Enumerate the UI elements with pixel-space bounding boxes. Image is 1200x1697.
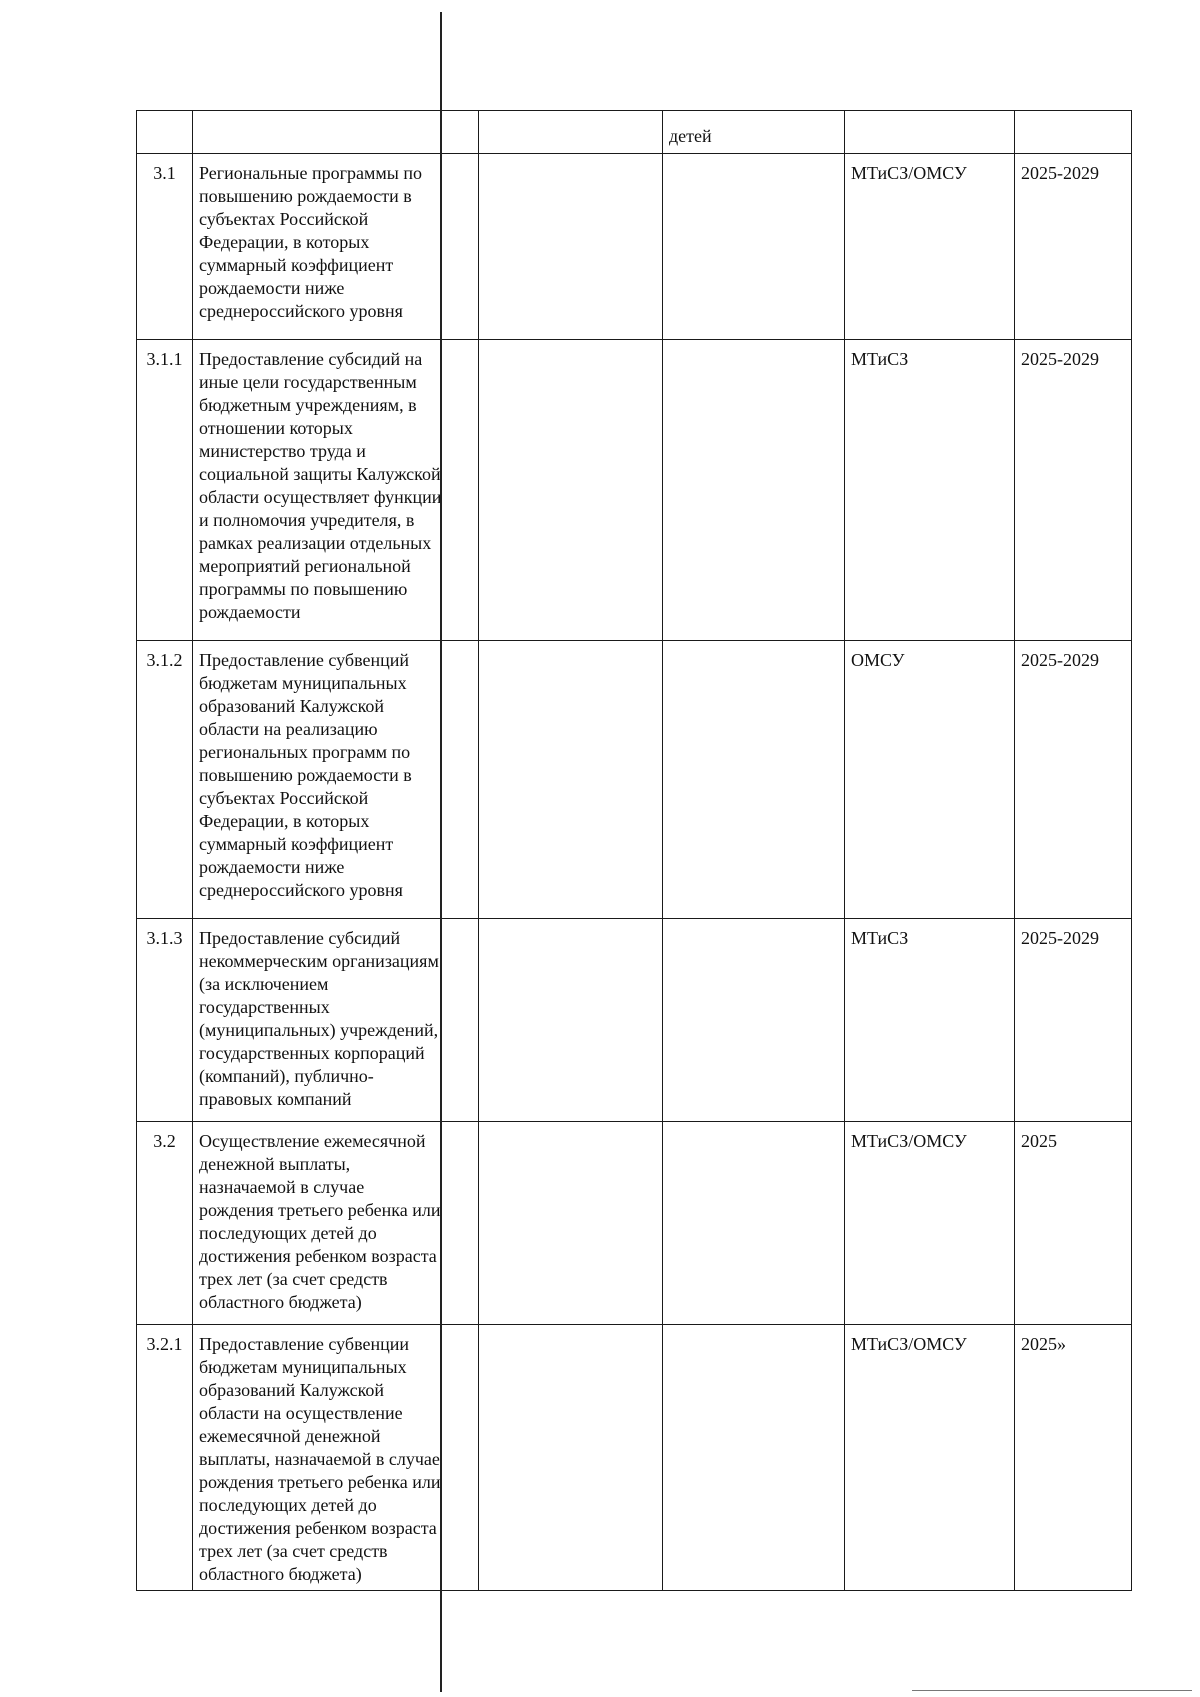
period: 2025-2029 <box>1015 919 1132 1122</box>
measure-name: Предоставление субвенции бюджетам муниципальных образований Калужской области на осуществление ежемесячной денежной выплаты, назначаемой в случае рождения третьего ребенка или последующих детей до достижения ребенком возраста трех лет (за счет средств областного бюджета) <box>193 1325 479 1591</box>
executor: МТиСЗ/ОМСУ <box>845 154 1015 340</box>
period: 2025-2029 <box>1015 641 1132 919</box>
cell-empty <box>479 154 663 340</box>
scan-fold-line <box>440 12 442 1692</box>
cell-empty <box>663 641 845 919</box>
cell-executor <box>845 111 1015 154</box>
cell-empty <box>663 1122 845 1325</box>
table-row <box>137 154 1132 340</box>
measure-name: Региональные программы по повышению рождаемости в субъектах Российской Федерации, в которых суммарный коэффициент рождаемости ниже среднероссийского уровня <box>193 154 479 340</box>
row-number: 3.1.1 <box>137 340 193 641</box>
table-row <box>137 641 1132 919</box>
measures-table <box>136 110 1132 1591</box>
measure-name: Предоставление субсидий некоммерческим организациям (за исключением государственных (муниципальных) учреждений, государственных корпораций (компаний), публично- правовых компаний <box>193 919 479 1122</box>
measure-name: Предоставление субсидий на иные цели государственным бюджетным учреждениям, в отношении которых министерство труда и социальной защиты Калужской области осуществляет функции и полномочия учредителя, в рамках реализации отдельных мероприятий региональной программы по повышению рождаемости <box>193 340 479 641</box>
cell-empty <box>663 154 845 340</box>
measure-name: Предоставление субвенций бюджетам муниципальных образований Калужской области на реализацию региональных программ по повышению рождаемости в субъектах Российской Федерации, в которых суммарный коэффициент рождаемости ниже среднероссийского уровня <box>193 641 479 919</box>
row-number: 3.2 <box>137 1122 193 1325</box>
cell-empty <box>479 1122 663 1325</box>
period: 2025-2029 <box>1015 154 1132 340</box>
executor: ОМСУ <box>845 641 1015 919</box>
cell-empty <box>663 340 845 641</box>
bottom-rule <box>912 1690 1192 1691</box>
row-number: 3.1.2 <box>137 641 193 919</box>
row-number: 3.1 <box>137 154 193 340</box>
measure-name: Осуществление ежемесячной денежной выплаты, назначаемой в случае рождения третьего ребенка или последующих детей до достижения ребенком возраста трех лет (за счет средств областного бюджета) <box>193 1122 479 1325</box>
cell-empty <box>479 919 663 1122</box>
period: 2025» <box>1015 1325 1132 1591</box>
cell-empty <box>663 1325 845 1591</box>
cell-empty <box>479 641 663 919</box>
cell-empty <box>479 1325 663 1591</box>
cell-period <box>1015 111 1132 154</box>
cell-continuation-text: детей <box>663 111 845 154</box>
executor: МТиСЗ <box>845 340 1015 641</box>
row-number: 3.2.1 <box>137 1325 193 1591</box>
cell-empty <box>663 919 845 1122</box>
table-row-continuation <box>137 111 1132 154</box>
period: 2025-2029 <box>1015 340 1132 641</box>
cell-num <box>137 111 193 154</box>
executor: МТиСЗ/ОМСУ <box>845 1122 1015 1325</box>
cell-empty <box>479 340 663 641</box>
table-row <box>137 919 1132 1122</box>
table-row <box>137 340 1132 641</box>
cell-name <box>193 111 479 154</box>
row-number: 3.1.3 <box>137 919 193 1122</box>
executor: МТиСЗ/ОМСУ <box>845 1325 1015 1591</box>
table-row <box>137 1325 1132 1591</box>
period: 2025 <box>1015 1122 1132 1325</box>
cell-empty <box>479 111 663 154</box>
table-row <box>137 1122 1132 1325</box>
executor: МТиСЗ <box>845 919 1015 1122</box>
